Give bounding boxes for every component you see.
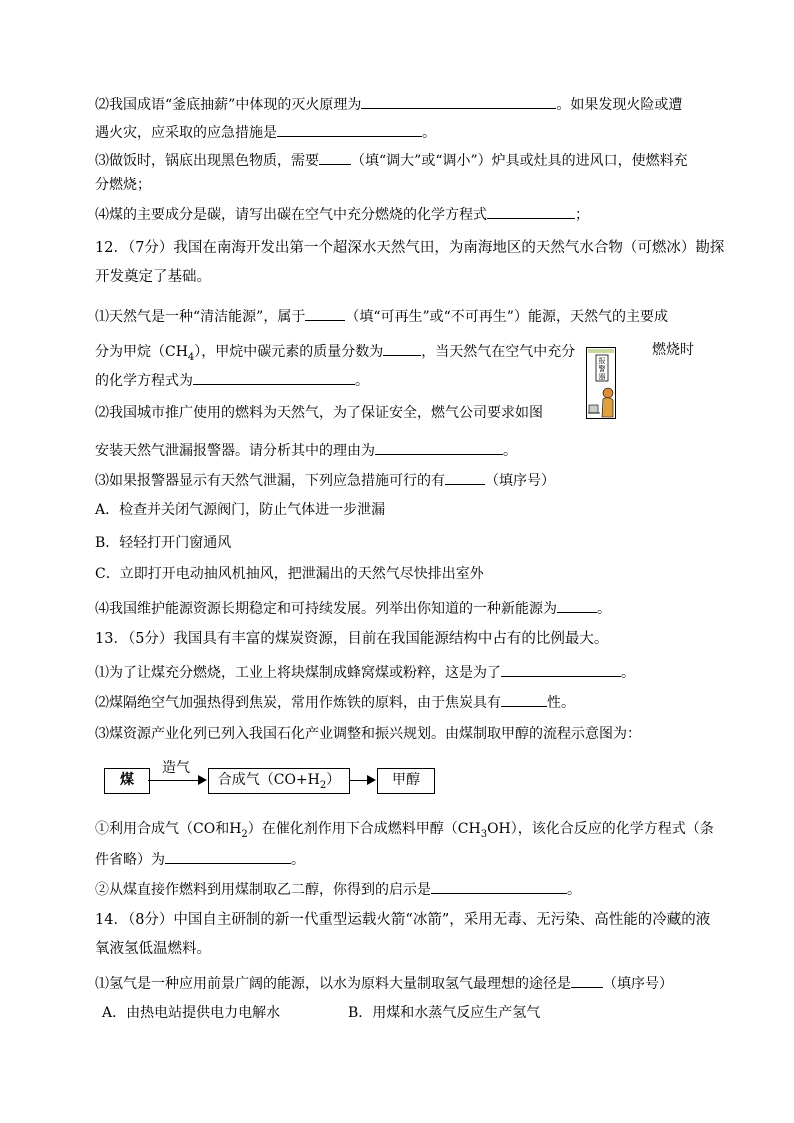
alarm-label-3: 器: [598, 373, 606, 381]
gas-alarm-figure: [586, 347, 616, 419]
q12-part4: ⑷我国维护能源资源长期稳定和可持续发展。列举出你知道的一种新能源为 。: [95, 598, 611, 618]
q11-part2-line2: 遇火灾，应采取的应急措施是 。: [95, 122, 436, 142]
q12-heading-line2: 开发奠定了基础。: [95, 269, 211, 285]
alarm-label-1: 报: [598, 357, 606, 365]
q13-part3: ⑶煤资源产业化列已列入我国石化产业调整和振兴规划。由煤制取甲醇的流程示意图为：: [95, 726, 641, 742]
answer-blank[interactable]: [501, 692, 547, 707]
q12-heading-line1: 12．（7分）我国在南海开发出第一个超深水天然气田，为南海地区的天然气水合物（可燃冰）勘探: [95, 240, 725, 256]
flow-box-syngas: 合成气$(CO+H_2)$: [208, 768, 350, 794]
alarm-label-2: 警: [598, 365, 606, 373]
q12-option-b: B．轻轻打开门窗通风: [95, 535, 232, 551]
q13-sub2: ②从煤直接作燃料到用煤制取乙二醇，你得到的启示是 。: [95, 879, 581, 899]
q14-heading-line1: 14．（8分）中国自主研制的新一代重型运载火箭“冰箭”，采用无毒、无污染、高性能的冷藏的液: [95, 912, 711, 928]
answer-blank[interactable]: [361, 94, 556, 109]
answer-blank[interactable]: [431, 879, 567, 894]
q12-part2-line1: ⑵我国城市推广使用的燃料为天然气，为了保证安全，燃气公司要求如图: [95, 405, 543, 421]
answer-blank[interactable]: [487, 204, 575, 219]
answer-blank[interactable]: [277, 122, 422, 137]
q13-heading: 13．（5分）我国具有丰富的煤炭资源，目前在我国能源结构中占有的比例最大。: [95, 631, 609, 647]
q11-part2-line1: ⑵我国成语“釜底抽薪”中体现的灭火原理为 。如果发现火险或遭: [95, 94, 682, 114]
gas-alarm-illustration: [586, 347, 616, 417]
q12-part2-line2: 安装天然气泄漏报警器。请分析其中的理由为 。: [95, 440, 517, 460]
q13-sub1-line1: ①利用合成气（CO和$H_2$）在催化剂作用下合成燃料甲醇$(CH_3OH)$，该化合反应的化学方程式（条: [95, 821, 714, 840]
q12-option-c: C．立即打开电动抽风机抽风，把泄漏出的天然气尽快排出室外: [95, 566, 484, 582]
q14-part1: ⑴氢气是一种应用前景广阔的能源，以水为原料大量制取氢气最理想的途径是 （填序号）: [95, 973, 673, 993]
answer-blank[interactable]: [383, 341, 421, 356]
answer-blank[interactable]: [319, 150, 351, 165]
answer-blank[interactable]: [193, 370, 355, 385]
q12-option-a: A．检查并关闭气源阀门，防止气体进一步泄漏: [95, 502, 386, 518]
answer-blank[interactable]: [557, 598, 597, 613]
q12-part1-line3: 的化学方程式为 。: [95, 370, 369, 390]
answer-blank[interactable]: [501, 662, 621, 677]
q11-part3-line1: ⑶做饭时，锅底出现黑色物质，需要 （填“调大”或“调小”）炉具或灶具的进风口，使燃料充: [95, 150, 688, 170]
q12-part3: ⑶如果报警器显示有天然气泄漏，下列应急措施可行的有 （填序号）: [95, 470, 555, 490]
q13-sub1-line2: 件省略）为 。: [95, 849, 305, 869]
flow-arrow-2-head: [367, 775, 376, 785]
q12-part1-line2: 分为甲烷$(CH_4)$，甲烷中碳元素的质量分数为 ，当天然气在空气中充分: [95, 341, 575, 361]
q12-part1-line2-end: 燃烧时: [652, 342, 694, 358]
q11-part4: ⑷煤的主要成分是碳，请写出碳在空气中充分燃烧的化学方程式 ；: [95, 204, 589, 224]
q14-option-b: B．用煤和水蒸气反应生产氢气: [348, 1005, 541, 1021]
answer-blank[interactable]: [165, 849, 291, 864]
flow-box-methanol: 甲醇: [377, 768, 435, 794]
answer-blank[interactable]: [571, 973, 603, 988]
q13-part1: ⑴为了让煤充分燃烧，工业上将块煤制成蜂窝煤或粉粹，这是为了 。: [95, 662, 635, 682]
flow-arrow-1-head: [198, 775, 207, 785]
answer-blank[interactable]: [375, 440, 503, 455]
flow-arrow-1: [148, 780, 198, 781]
q14-heading-line2: 氧液氢低温燃料。: [95, 941, 211, 957]
q14-option-a: A．由热电站提供电力电解水: [102, 1005, 281, 1021]
flow-arrow-2: [349, 780, 367, 781]
answer-blank[interactable]: [305, 306, 345, 321]
flow-step-label: 造气: [162, 760, 190, 776]
q12-part1-line1: ⑴天然气是一种“清洁能源”，属于 （填“可再生”或“不可再生”）能源，天然气的主要成: [95, 306, 668, 326]
answer-blank[interactable]: [445, 470, 485, 485]
q13-part2: ⑵煤隔绝空气加强热得到焦炭，常用作炼铁的原料，由于焦炭具有 性。: [95, 692, 575, 712]
q11-part3-line2: 分燃烧；: [95, 177, 151, 193]
flow-box-coal: 煤: [104, 768, 150, 794]
